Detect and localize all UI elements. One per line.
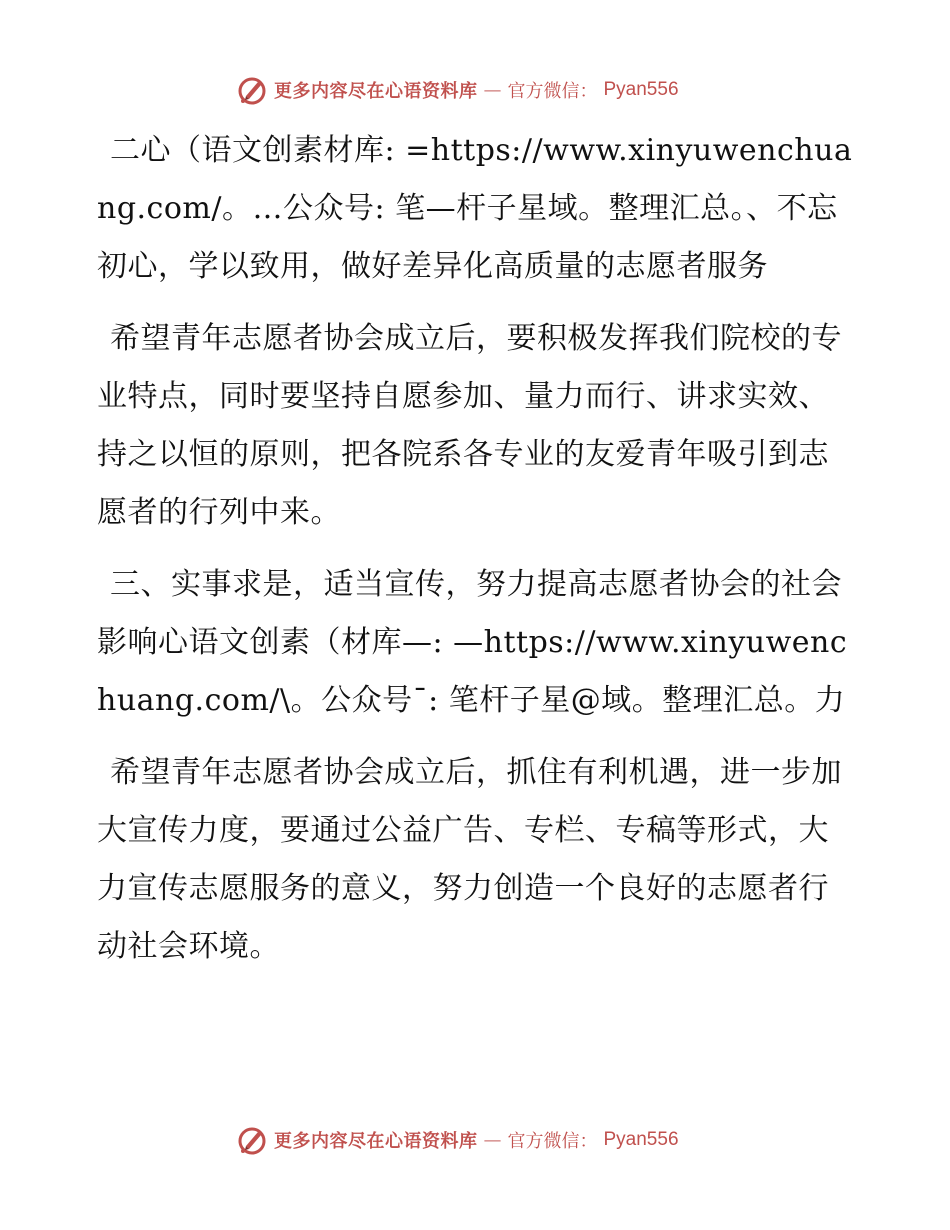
banner-wechat-label: 官方微信：	[507, 1131, 598, 1152]
header-banner	[236, 73, 679, 107]
paragraph-3: 三、实事求是，适当宣传，努力提高志愿者协会的社会影响心语文创素（材库—: —https://www.xinyuwenchuang.com/\。公众号¯: 笔杆子星@域。整理汇总。力	[97, 567, 848, 718]
banner-text: 更多内容尽在心语资料库	[274, 1131, 478, 1152]
paragraph-2: 希望青年志愿者协会成立后，要积极发挥我们院校的专业特点，同时要坚持自愿参加、量力而行、讲求实效、持之以恒的原则，把各院系各专业的友爱青年吸引到志愿者的行列中来。	[97, 321, 842, 530]
pen-logo-icon	[236, 1124, 268, 1156]
footer-banner	[236, 1123, 679, 1157]
banner-text: 更多内容尽在心语资料库	[274, 81, 478, 102]
banner-wechat-id: Pyan556	[603, 79, 679, 100]
banner-separator: —	[483, 79, 502, 101]
banner-separator: —	[483, 1129, 502, 1151]
document-body	[97, 122, 857, 990]
pen-logo-icon	[236, 74, 268, 106]
banner-wechat-label: 官方微信：	[507, 81, 598, 102]
paragraph-1: 二心（语文创素材库: =https://www.xinyuwenchuang.com/。…公众号: 笔—杆子星域。整理汇总。、不忘初心，学以致用，做好差异化高质量的志愿者服务	[97, 133, 853, 284]
paragraph-4: 希望青年志愿者协会成立后，抓住有利机遇，进一步加大宣传力度，要通过公益广告、专栏、专稿等形式，大力宣传志愿服务的意义，努力创造一个良好的志愿者行动社会环境。	[97, 755, 842, 964]
banner-wechat-id: Pyan556	[603, 1129, 679, 1150]
